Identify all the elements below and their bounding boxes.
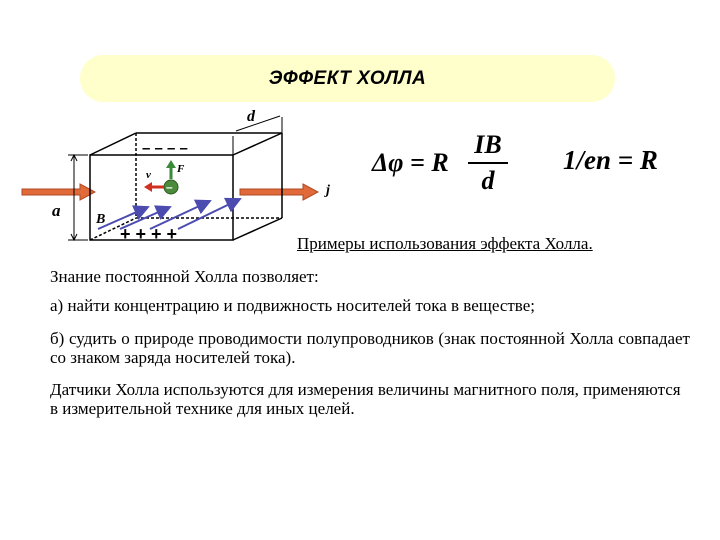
hall-voltage-fraction — [468, 130, 508, 196]
examples-heading: Примеры использования эффекта Холла. — [297, 234, 593, 253]
electron-sign: – — [166, 180, 173, 194]
fraction-denominator: d — [481, 166, 495, 195]
paragraph-item-b: б) судить о природе проводимости полупроводников (знак постоянной Холла совпадает со знаком заряда носителей тока). — [50, 329, 690, 367]
hall-constant-formula: 1/en = R — [563, 145, 658, 175]
top-charges: – – – – — [142, 140, 188, 157]
label-d: d — [247, 108, 255, 125]
paragraph-intro: Знание постоянной Холла позволяет: — [50, 267, 319, 286]
page-title: ЭФФЕКТ ХОЛЛА — [268, 68, 427, 89]
label-B: B — [96, 212, 106, 227]
hall-effect-diagram — [0, 0, 720, 260]
fraction-bar — [468, 162, 508, 164]
fraction-numerator: IB — [474, 130, 502, 159]
label-v: v — [146, 169, 151, 181]
hall-voltage-formula-left: Δφ = R — [372, 148, 449, 177]
label-a: a — [52, 201, 61, 220]
current-arrow-right — [240, 184, 318, 200]
label-F: F — [177, 163, 185, 175]
current-arrow-left — [22, 184, 95, 200]
paragraph-item-a: а) найти концентрацию и подвижность носителей тока в веществе; — [50, 296, 536, 315]
label-j: j — [326, 183, 330, 198]
paragraph-sensors: Датчики Холла используются для измерения величины магнитного поля, применяются в измерительной технике для иных целей. — [50, 380, 681, 418]
bottom-charges: + + + + — [120, 224, 178, 244]
